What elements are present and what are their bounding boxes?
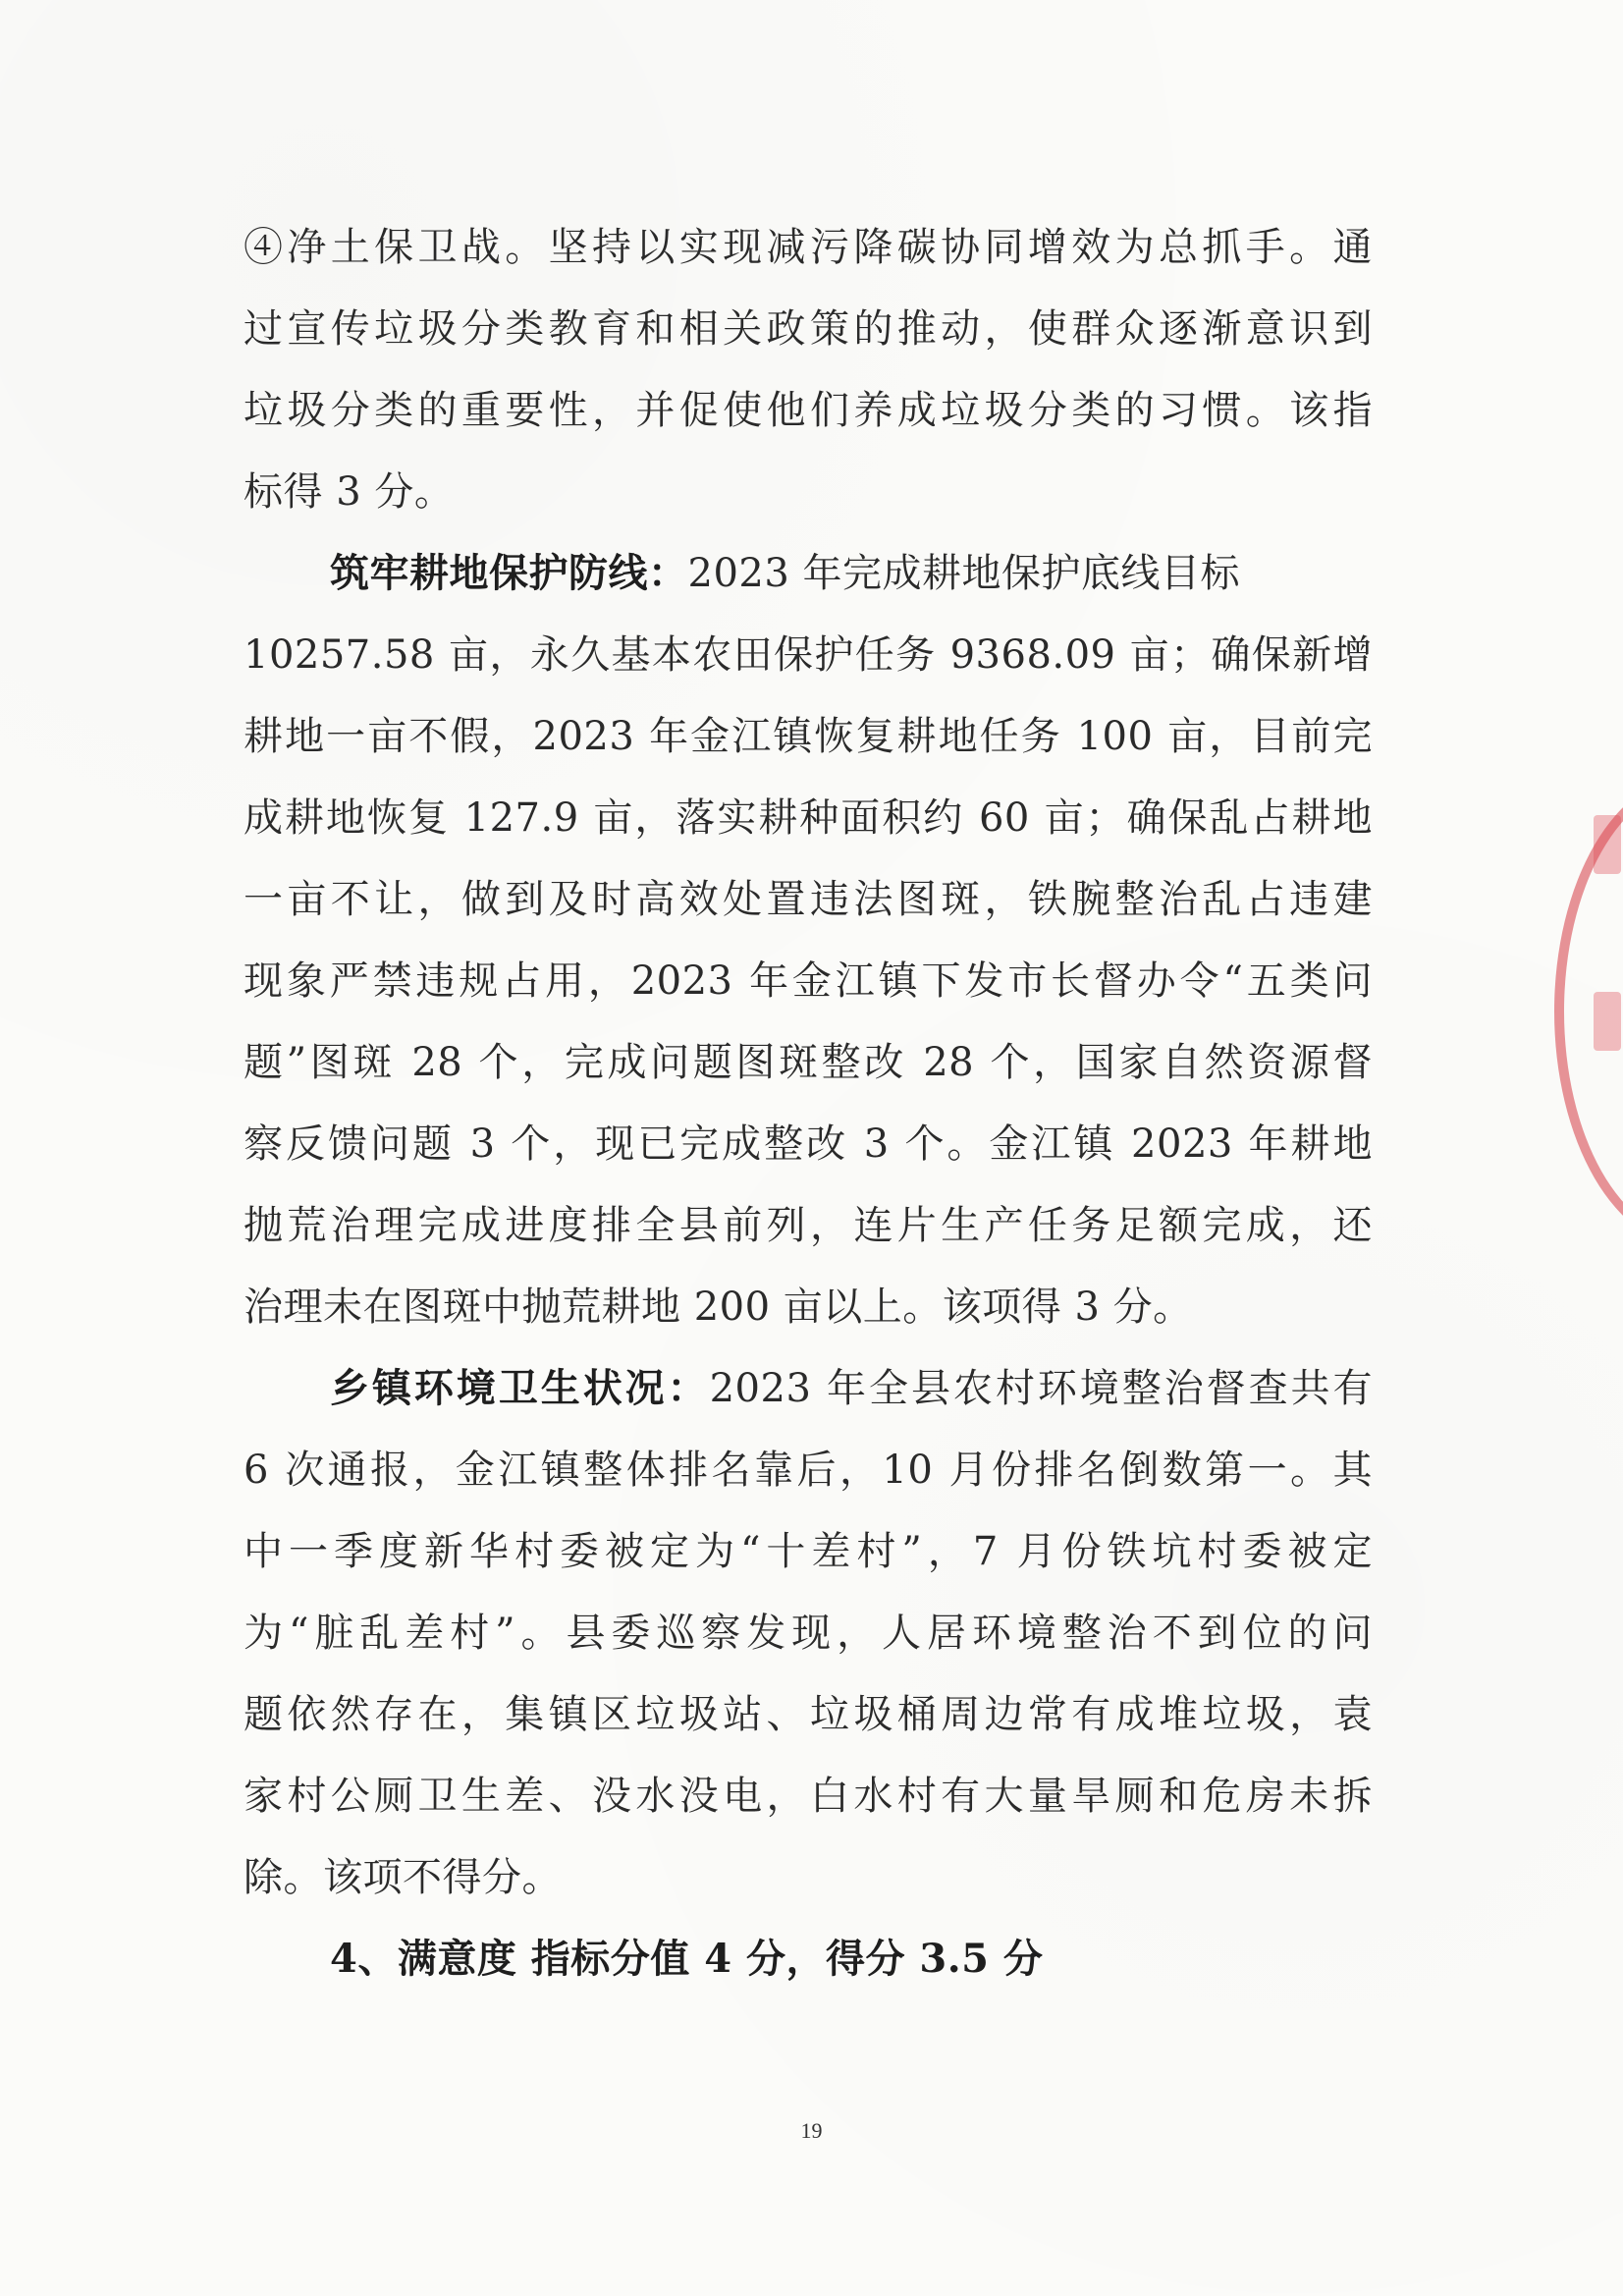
text-line: 治理未在图斑中抛荒耕地 200 亩以上。该项得 3 分。: [243, 1285, 1193, 1330]
document-body: [243, 218, 1373, 2011]
seal-glyph-fragment: [1594, 992, 1621, 1051]
section-summary: 指标分值 4 分，得分 3.5 分: [516, 1936, 1044, 1982]
text-line: 题”图斑 28 个，完成问题图斑整改 28 个，国家自然资源督: [243, 1040, 1373, 1085]
text-line: 为“脏乱差村”。县委巡察发现，人居环境整治不到位的问: [243, 1611, 1373, 1656]
text-line: 中一季度新华村委被定为“十差村”，7 月份铁坑村委被定: [243, 1529, 1373, 1574]
text-line: 除。该项不得分。: [243, 1855, 562, 1900]
text-run: 2023 年全县农村环境整治督查共有: [709, 1366, 1374, 1411]
section-number: 4、: [330, 1936, 398, 1982]
text-line: 过宣传垃圾分类教育和相关政策的推动，使群众逐渐意识到: [243, 306, 1373, 352]
text-line: 家村公厕卫生差、没水没电，白水村有大量旱厕和危房未拆: [243, 1774, 1373, 1819]
paragraph-soil-protection: [243, 218, 1373, 544]
page-number: 19: [800, 2118, 823, 2143]
text-line: 耕地一亩不假，2023 年金江镇恢复耕地任务 100 亩，目前完: [243, 714, 1373, 759]
seal-glyph-fragment: [1594, 815, 1621, 874]
text-line: [243, 1359, 1373, 1441]
paragraph-farmland-protection: [243, 544, 1373, 1359]
paragraph-environment-sanitation: [243, 1359, 1373, 1930]
text-line: [243, 544, 1373, 626]
text-line: 垃圾分类的重要性，并促使他们养成垃圾分类的习惯。该指: [243, 388, 1373, 433]
text-run: 2023 年完成耕地保护底线目标: [687, 551, 1241, 596]
paragraph-heading: 乡镇环境卫生状况：: [330, 1365, 710, 1411]
text-line: 6 次通报，金江镇整体排名靠后，10 月份排名倒数第一。其: [243, 1448, 1373, 1493]
text-line: 10257.58 亩，永久基本农田保护任务 9368.09 亩；确保新增: [243, 632, 1373, 678]
text-line: 一亩不让，做到及时高效处置违法图斑，铁腕整治乱占违建: [243, 877, 1373, 922]
text-line: ④净土保卫战。坚持以实现减污降碳协同增效为总抓手。通: [243, 225, 1373, 270]
text-line: 现象严禁违规占用，2023 年金江镇下发市长督办令“五类问: [243, 958, 1373, 1004]
section-title: 满意度: [397, 1936, 517, 1982]
paragraph-heading: 筑牢耕地保护防线：: [330, 550, 688, 596]
text-line: 察反馈问题 3 个，现已完成整改 3 个。金江镇 2023 年耕地: [243, 1121, 1373, 1167]
text-line: 标得 3 分。: [243, 469, 455, 515]
text-line: 抛荒治理完成进度排全县前列，连片生产任务足额完成，还: [243, 1203, 1373, 1248]
text-line: 题依然存在，集镇区垃圾站、垃圾桶周边常有成堆垃圾，袁: [243, 1692, 1373, 1737]
section-heading-satisfaction: [243, 1930, 1373, 2011]
text-line: 成耕地恢复 127.9 亩，落实耕种面积约 60 亩；确保乱占耕地: [243, 795, 1373, 841]
